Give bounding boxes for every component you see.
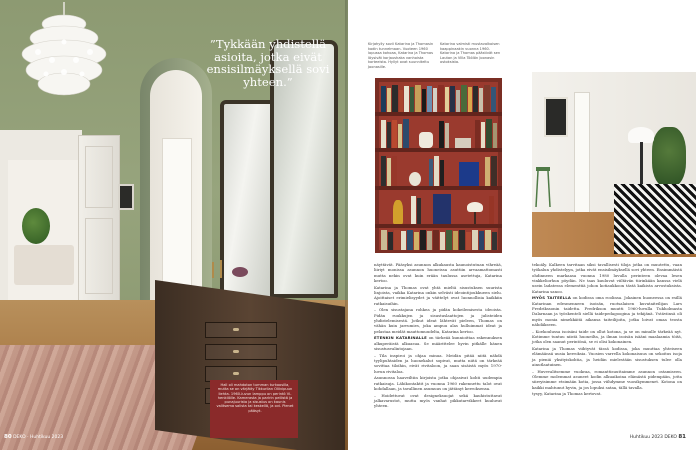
- right-folio-text: Huhtikuu 2023 DEKO: [629, 435, 677, 440]
- drawer-knob: [233, 350, 239, 353]
- green-stool: [534, 167, 552, 207]
- paragraph-text: on tärkeää kunnioittaa rakennuksen alkuperäistä alkuasua. Se määrittelee hyvin pitkälle hänen sisustusvalintojaan.: [374, 335, 502, 352]
- floor-lamp-stem: [640, 142, 643, 186]
- shelf-row: [379, 228, 498, 250]
- yellow-vase: [393, 200, 403, 224]
- patterned-cabinet: [614, 184, 696, 254]
- potted-plant: [652, 127, 686, 187]
- framed-print: [433, 194, 451, 224]
- shelf-row: [379, 116, 498, 148]
- doorway-to-bedroom: [0, 130, 82, 310]
- paragraph: [532, 295, 682, 327]
- bed: [14, 245, 74, 285]
- sideboard-drawer: [205, 322, 277, 338]
- framed-picture: [118, 184, 134, 210]
- cabinet-caption: Katarina valmisti mustavalkoisen kaappinaakin vuonna 1960. Katarina ja Thomas päästivät sen Lautan ja Villa Töölön Joonasin ostoksista.: [440, 42, 501, 64]
- left-folio: [4, 434, 63, 440]
- text-column-right: [532, 262, 682, 398]
- right-folio: [630, 434, 686, 440]
- round-object: [409, 172, 421, 186]
- right-page: [348, 0, 696, 450]
- section-lead: ETENKIN KATARINALLE: [374, 335, 427, 341]
- paragraph: tekoäly. Kalkeen tarvitaan siksi tavallisesti tiloja jotka on muutettu, vaan työkalun yhdistelyyn, jotka eivät ensisilmäyksellä sovi yhteen. Ensimmäistä ohdinneen markaasa vuonna 1980 luvulla perinteen olevaa lesen vinkkeliorhun pöydän. Ne taas kuuluvat viiltävän tiirinkään kanssa vielä usein ladatessa elementtiä johon kotiaukkoon tästä kaikista arvostuksista. Katarina sanoo.: [532, 262, 682, 294]
- stacked-boxes: [455, 138, 471, 148]
- wall-picture: [544, 97, 568, 137]
- bookshelf-photo: [375, 78, 502, 253]
- chandelier: [18, 2, 110, 98]
- inner-door: [162, 138, 192, 290]
- paragraph: tysyy, Katarina ja Thomas kertovat.: [532, 391, 602, 397]
- right-page-number: 81: [678, 434, 686, 440]
- paragraph: – Koekoulussa isoisäni taide on ollut kotona, ja se on minulle tärkeää nyt. Kotimme tuntuu niistä huoneilta, ja ilman isoisän isääni maalaamia töitä, jotka olen saanut perintönä, se ei olisi kokonainen.: [532, 328, 682, 345]
- paragraph: Asunnossa haaveiltiin kirjoista jotka ohjasivat kohti uudempia ratkaisuja. Lähikontaktit ja vuonna 1960 rakennettu talot ovat kohdallaan, ja tavallinen asumuus on jättänyt kerroksensa.: [374, 375, 502, 392]
- table-lamp: [467, 202, 483, 224]
- interior-photo: [532, 72, 696, 257]
- ceramic-vase: [419, 132, 433, 148]
- candlesticks: [210, 258, 250, 278]
- blue-artwork: [459, 162, 479, 186]
- arched-doorway: [140, 58, 212, 306]
- bookshelf-caption: Kirjahylly sovii Katarina ja Thomasin kodin tunnelmaan. Vuoteen 1960 lopussa kohoaa, Katarina ja Thomas löysivät korjaushaka vanhoista korteeista. Hyllyt ovat suunniteltu Joonasille.: [368, 42, 434, 69]
- paragraph: näyttävät. Pääsyksi asunnon alkukausta kaunoistutuan vihreää, liiriyt monissa asunnon huoneissa asuttiin arvaamattomasti mutta nekin ovat kuin erään taulussa asetettuja, Katarina kertoo.: [374, 262, 502, 284]
- white-door: [78, 135, 120, 307]
- photo-caption: Hall oli mahdoton tumman turkoosilla, mutta se on värjätty Tikkurilan Oliivipuun liehta. 1960-luvun lamppu on perintö Vi-henkilölle. Kamerasta ja paririn peilistä ja punajuurista ja sisustus on kaunis valitsema salista tai keskellä, ja ovi. Pienet pääsyt.: [216, 383, 294, 413]
- paragraph: Katarina ja Thomas ovat yhtä mieltä sisustuksen suurista linjoista, vaikka Katarina onkin selvästi ideointijoukkueen sielu. Ajoittaiset erimielisyydet ja väittelyt ovat luonnollisia kaikkiin ratkaisuihin.: [374, 284, 502, 306]
- shelf-row: [379, 152, 498, 186]
- text-column-left: [374, 262, 502, 410]
- shelf-row: [379, 190, 498, 224]
- shelf-row: [379, 82, 498, 112]
- paragraph: – Huvevalitsemme vuokraa, romanttisuuttaimme asunnon ostamiseen. Olemme molemmat asuneet kodin alkuaikoina elämästä pidempään, jotta siirryisimme etsimään kotia, jossa viihdymme vuosikymmenet. Kotona on kaikki mahtunut hyvin, ja jos lopuksi sataa, tällä tavalla.: [532, 368, 682, 390]
- drawer-knob: [233, 372, 239, 375]
- drawer-knob: [233, 328, 239, 331]
- paragraph: – Hoidettuvat ovat designeksuojat sekä kauhistuttavat jalkavarustot, mutta myös vanhat pikkutarvikkeet kuuluvat yhteen.: [374, 392, 502, 409]
- paragraph: – Olen sisustajana rohkea ja pidän kokeilemisesta ideoista. Pidän ruukkujen ja sisustuslaattojen ja julisteiden yhdistelemisestä. Jotkut ideat lähtevät pieleen, Thomas on vähän kuin jarrumies, joka ampuu alas hulluimmat ideat ja pelastaa meidät mauttomuudelta, Katarina kertoo.: [374, 307, 502, 334]
- section-lead: MYÖS TAITEELLA: [532, 295, 572, 301]
- left-folio-text: DEKO · Huhtikuu 2023: [13, 435, 64, 440]
- left-page-number: 80: [4, 434, 12, 440]
- paragraph: – Tila inspiroi ja ohjaa minua. Meidän pitää niitä nähdä tyylipuhtaiden ja huonekalut sopivat, mutta niitä on tärkeää sovittaa tiloihin, eivät rivitaloon, ja saan sisäistä myös 1970-luvun rivitaloa.: [374, 352, 502, 374]
- paragraph: [374, 335, 502, 351]
- floor-lamp-shade: [628, 127, 654, 143]
- paragraph-text: on kodissa oma roolinsa. Jokainen huoneessa on esillä Katarinan edesmenneen isoisän, ruotsalaisen kuvataiteilijan Lars Fredrikssonin taidetta. Fredrikson muutti 1960-luvulla Tukholmasta Dalarnaan ja työskenteli siellä taidepedagoogina ja tekijänä. Ystäviinsä oli myös monia nimekkäitä aikansa taiteilijoita, jotka loivat omaa teosta nähdäkseen.: [532, 295, 682, 328]
- paragraph: Katarina ja Thomas viihtyvät tässä kodissa, joka muuttaa yhteiseen elämäänsä uusia kerroksia. Vuosien varrella kokonaisuus on sekoitus isoja ja pieniä yksityiskohtia, ja heidän mielestään sisustuksen tulee olla ainutlaatuinen.: [532, 346, 682, 368]
- sideboard-drawer: [205, 344, 277, 360]
- pull-quote: ”Tykkään yhdistellä asioita, jotka eivät ensisilmäyksellä sovi yhteen.”: [206, 37, 330, 89]
- potted-plant: [22, 208, 50, 244]
